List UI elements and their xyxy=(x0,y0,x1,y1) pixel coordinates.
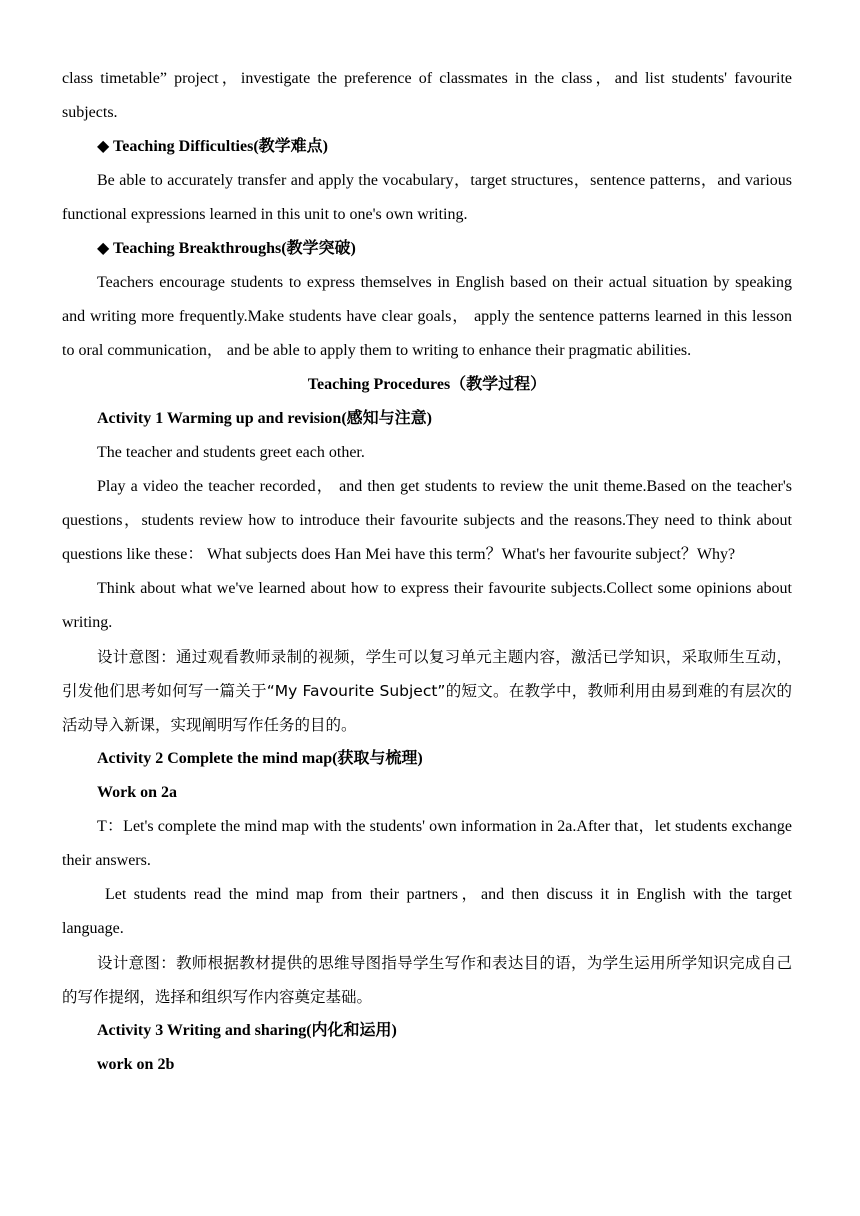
paragraph-project-intro: class timetable” project，investigate the preference of classmates in the class，and list students' favourite subjects. xyxy=(62,70,792,121)
paragraph-difficulties: Be able to accurately transfer and apply the vocabulary，target structures，sentence patterns，and various functional expressions learned in this unit to one's own writing. xyxy=(62,172,792,223)
heading-teaching-difficulties: ◆ Teaching Difficulties(教学难点) xyxy=(97,138,328,155)
heading-teaching-breakthroughs: ◆ Teaching Breakthroughs(教学突破) xyxy=(97,240,356,257)
paragraph-greeting: The teacher and students greet each other. xyxy=(97,444,365,461)
paragraph-partner-discussion: Let students read the mind map from their partners，and then discuss it in English with the target language. xyxy=(62,886,792,937)
paragraph-video-review: Play a video the teacher recorded， and then get students to review the unit theme.Based on the teacher's questions，students review how to introduce their favourite subjects and the reasons.They need to think about questions like these： What subjects does Han Mei have this term？What's her favourite subject？Why? xyxy=(62,478,792,563)
paragraph-breakthroughs: Teachers encourage students to express themselves in English based on their actual situation by speaking and writing more frequently.Make students have clear goals， apply the sentence patterns learned in this lesson to oral communication， and be able to apply them to writing to enhance their pragmatic abilities. xyxy=(62,274,792,359)
paragraph-design-intent-2: 设计意图：教师根据教材提供的思维导图指导学生写作和表达目的语，为学生运用所学知识完成自己的写作提纲，选择和组织写作内容奠定基础。 xyxy=(62,954,792,1006)
document-body xyxy=(62,62,792,1082)
heading-activity-3: Activity 3 Writing and sharing(内化和运用) xyxy=(97,1022,397,1039)
heading-teaching-procedures: Teaching Procedures（教学过程） xyxy=(307,376,547,393)
paragraph-design-intent-1: 设计意图：通过观看教师录制的视频，学生可以复习单元主题内容，激活已学知识，采取师生互动，引发他们思考如何写一篇关于“My Favourite Subject”的短文。在教学中，教师利用由易到难的有层次的活动导入新课，实现阐明写作任务的目的。 xyxy=(62,648,792,734)
heading-activity-2: Activity 2 Complete the mind map(获取与梳理) xyxy=(97,750,423,767)
paragraph-mind-map-task: T：Let's complete the mind map with the students' own information in 2a.After that，let students exchange their answers. xyxy=(62,818,792,869)
heading-work-on-2b: work on 2b xyxy=(97,1056,175,1073)
paragraph-think-about: Think about what we've learned about how to express their favourite subjects.Collect some opinions about writing. xyxy=(62,580,792,631)
heading-activity-1: Activity 1 Warming up and revision(感知与注意) xyxy=(97,410,432,427)
heading-work-on-2a: Work on 2a xyxy=(97,784,178,801)
